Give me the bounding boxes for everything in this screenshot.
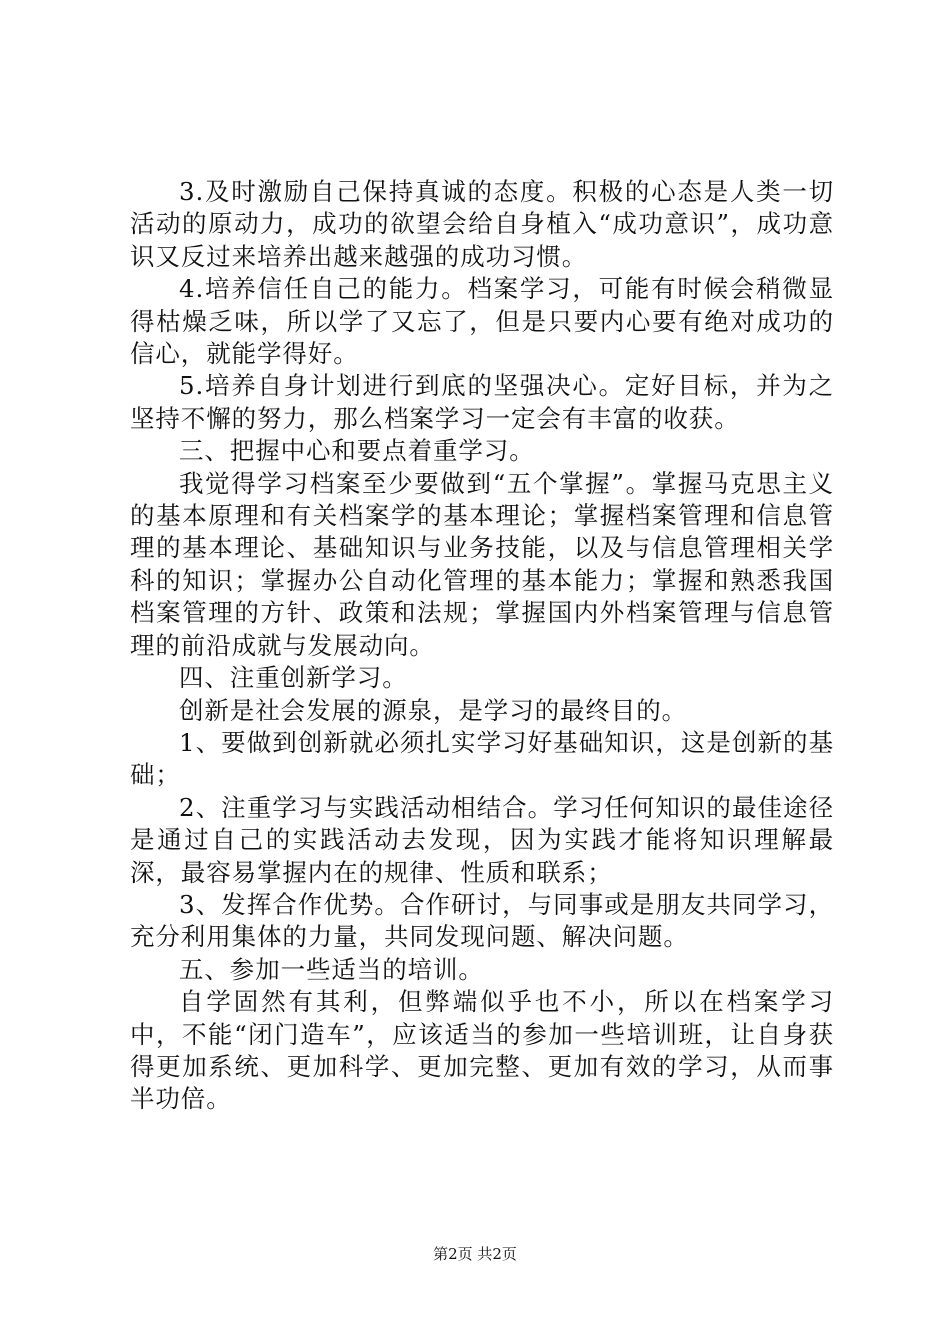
document-body	[130, 176, 834, 1116]
paragraph-7: 创新是社会发展的源泉，是学习的最终目的。	[179, 695, 687, 725]
paragraph-12: 自学固然有其利，但弊端似乎也不小，所以在档案学习中，不能“闭门造车”，应该适当的参加一些培训班，让自身获得更加系统、更加科学、更加完整、更加有效的学习，从而事半功倍。	[130, 987, 834, 1114]
paragraph-3: 5.培养自身计划进行到底的坚强决心。定好目标，并为之坚持不懈的努力，那么档案学习一定会有丰富的收获。	[130, 371, 834, 433]
paragraph-5: 我觉得学习档案至少要做到“五个掌握”。掌握马克思主义的基本原理和有关档案学的基本理论；掌握档案管理和信息管理的基本理论、基础知识与业务技能，以及与信息管理相关学科的知识；掌握办公自动化管理的基本能力；掌握和熟悉我国档案管理的方针、政策和法规；掌握国内外档案管理与信息管理的前沿成就与发展动向。	[130, 468, 834, 660]
paragraph-1: 3.及时激励自己保持真诚的态度。积极的心态是人类一切活动的原动力，成功的欲望会给自身植入“成功意识”，成功意识又反过来培养出越来越强的成功习惯。	[130, 177, 834, 271]
paragraph-10: 3、发挥合作优势。合作研讨，与同事或是朋友共同学习，充分利用集体的力量，共同发现问题、解决问题。	[130, 889, 834, 952]
paragraph-2: 4.培养信任自己的能力。档案学习，可能有时候会稍微显得枯燥乏味，所以学了又忘了，但是只要内心要有绝对成功的信心，就能学得好。	[130, 274, 834, 369]
section-heading-3: 三、把握中心和要点着重学习。	[179, 436, 535, 466]
section-heading-4: 四、注重创新学习。	[179, 663, 408, 693]
section-heading-5: 五、参加一些适当的培训。	[179, 954, 484, 984]
paragraph-8: 1、要做到创新就必须扎实学习好基础知识，这是创新的基础；	[130, 727, 834, 790]
paragraph-9: 2、注重学习与实践活动相结合。学习任何知识的最佳途径是通过自己的实践活动去发现，因为实践才能将知识理解最深，最容易掌握内在的规律、性质和联系；	[130, 792, 834, 887]
page-number-footer: 第2页 共2页	[433, 1245, 517, 1263]
